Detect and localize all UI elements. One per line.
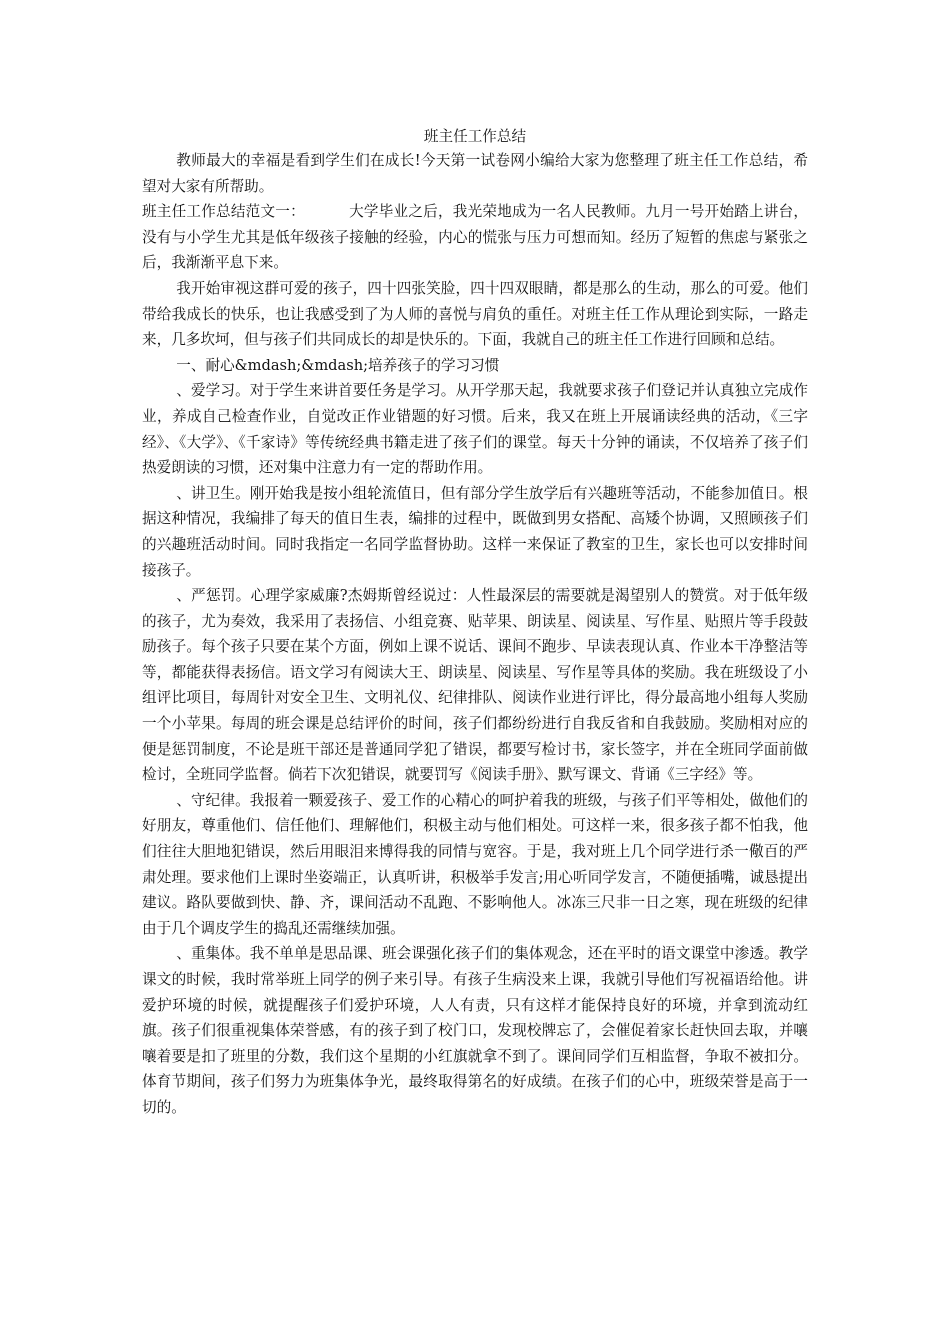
body-paragraph: 我开始审视这群可爱的孩子，四十四张笑脸，四十四双眼睛，都是那么的生动，那么的可爱。他们带给我成长的快乐，也让我感受到了为人师的喜悦与肩负的重任。对班主任工作从理论到实际，一路走来，几多坎坷，但与孩子们共同成长的却是快乐的。下面，我就自己的班主任工作进行回顾和总结。 [142,279,808,349]
sample-text: 大学毕业之后，我光荣地成为一名人民教师。九月一号开始踏上讲台，没有与小学生尤其是低年级孩子接触的经验，内心的慌张与压力可想而知。经历了短暂的焦虑与紧张之后，我渐渐平息下来。 [142,203,808,272]
section-heading: 一、耐心&mdash;&mdash;培养孩子的学习习惯 [176,356,500,374]
body-paragraph: 、重集体。我不单单是思品课、班会课强化孩子们的集体观念，还在平时的语文课堂中渗透。教学课文的时候，我时常举班上同学的例子来引导。有孩子生病没来上课，我就引导他们写祝福语给他。讲爱护环境的时候，就提醒孩子们爱护环境，人人有责，只有这样才能保持良好的环境，并拿到流动红旗。孩子们很重视集体荣誉感，有的孩子到了校门口，发现校牌忘了，会催促着家长赶快回去取，并嚷嚷着要是扣了班里的分数，我们这个星期的小红旗就拿不到了。课间同学们互相监督，争取不被扣分。体育节期间，孩子们努力为班集体争光，最终取得第名的好成绩。在孩子们的心中，班级荣誉是高于一切的。 [142,945,808,1116]
body-paragraph: 、爱学习。对于学生来讲首要任务是学习。从开学那天起，我就要求孩子们登记并认真独立完成作业，养成自己检查作业，自觉改正作业错题的好习惯。后来，我又在班上开展诵读经典的活动，《三字经》、《大学》、《千家诗》等传统经典书籍走进了孩子们的课堂。每天十分钟的诵读，不仅培养了孩子们热爱朗读的习惯，还对集中注意力有一定的帮助作用。 [142,382,808,477]
sample-label: 班主任工作总结范文一： [142,203,305,221]
body-paragraph: 、守纪律。我报着一颗爱孩子、爱工作的心精心的呵护着我的班级，与孩子们平等相处，做他们的好朋友，尊重他们、信任他们、理解他们，积极主动与他们相处。可这样一来，很多孩子都不怕我，他们往往大胆地犯错误，然后用眼泪来博得我的同情与宽容。于是，我对班上几个同学进行杀一儆百的严肃处理。要求他们上课时坐姿端正，认真听讲，积极举手发言;用心听同学发言，不随便插嘴，诚恳提出建议。路队要做到快、静、齐，课间活动不乱跑、不影响他人。冰冻三尺非一日之寒，现在班级的纪律由于几个调皮学生的捣乱还需继续加强。 [142,791,808,937]
intro-paragraph: 教师最大的幸福是看到学生们在成长!今天第一试卷网小编给大家为您整理了班主任工作总结，希望对大家有所帮助。 [142,152,808,195]
document-page [142,126,808,1121]
document-title: 班主任工作总结 [423,128,527,145]
sample-paragraph [142,199,808,276]
body-paragraph: 、讲卫生。刚开始我是按小组轮流值日，但有部分学生放学后有兴趣班等活动，不能参加值日。根据这种情况，我编排了每天的值日生表，编排的过程中，既做到男女搭配、高矮个协调，又照顾孩子们的兴趣班活动时间。同时我指定一名同学监督协助。这样一来保证了教室的卫生，家长也可以安排时间接孩子。 [142,484,808,579]
body-paragraph: 、严惩罚。心理学家威廉?杰姆斯曾经说过：人性最深层的需要就是渴望别人的赞赏。对于低年级的孩子，尤为奏效，我采用了表扬信、小组竞赛、贴苹果、朗读星、阅读星、写作星、贴照片等手段鼓励孩子。每个孩子只要在某个方面，例如上课不说话、课间不跑步、早读表现认真、作业本干净整洁等等，都能获得表扬信。语文学习有阅读大王、朗读星、阅读星、写作星等具体的奖励。我在班级设了小组评比项目，每周针对安全卫生、文明礼仪、纪律排队、阅读作业进行评比，得分最高地小组每人奖励一个小苹果。每周的班会课是总结评价的时间，孩子们都纷纷进行自我反省和自我鼓励。奖励相对应的便是惩罚制度，不论是班干部还是普通同学犯了错误，都要写检讨书，家长签字，并在全班同学面前做检讨，全班同学监督。倘若下次犯错误，就要罚写《阅读手册》、默写课文、背诵《三字经》等。 [142,587,808,784]
